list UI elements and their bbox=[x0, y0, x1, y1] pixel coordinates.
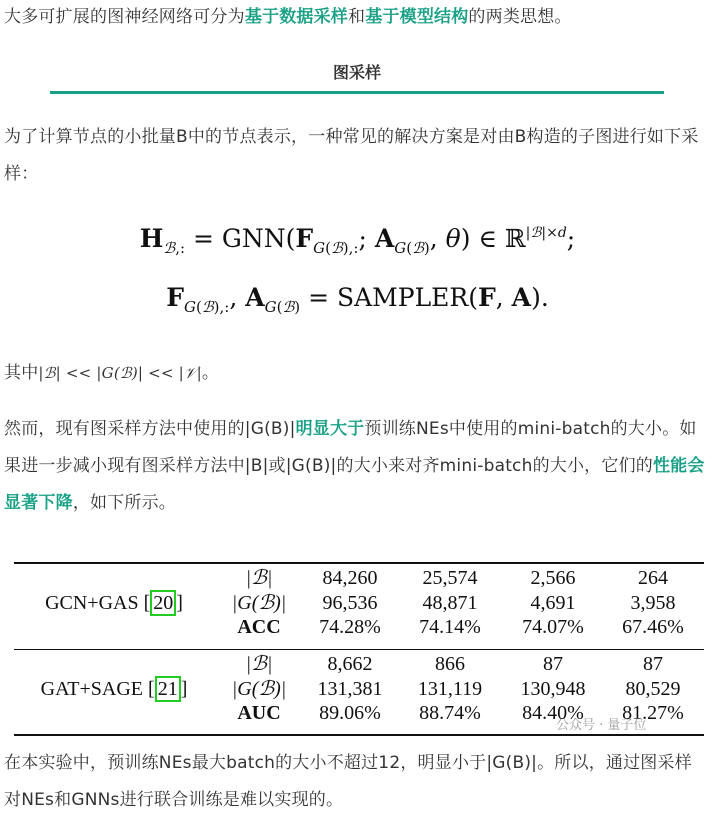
model-name-0: GCN+GAS [ 20 ] bbox=[45, 591, 183, 614]
para3-part2: 预训练NEs中使用的mini-batch的大小。如果进一步减小现有图采样方法中|B|或|G(B)|的大小来对齐mini-batch的大小，它们的 bbox=[4, 419, 697, 476]
table-cell: 48,871 bbox=[422, 591, 478, 614]
table-cell: 80,529 bbox=[625, 677, 681, 700]
table-cell: 131,119 bbox=[417, 677, 483, 700]
table-cell: 130,948 bbox=[520, 677, 586, 700]
table-cell: 81.27% bbox=[622, 702, 684, 724]
model-label: GCN+GAS bbox=[45, 591, 144, 614]
table-cell: 74.14% bbox=[419, 616, 481, 638]
intro-mid: 和 bbox=[348, 7, 366, 27]
table-cell: 8,662 bbox=[327, 653, 373, 675]
model-label: GAT+SAGE bbox=[40, 677, 149, 700]
row-label: |ℬ| bbox=[245, 653, 273, 675]
table-cell: 25,574 bbox=[422, 567, 478, 589]
table-cell: 87 bbox=[643, 653, 663, 675]
highlight-data-sampling: 基于数据采样 bbox=[244, 7, 349, 27]
inline-math-set-sizes: |ℬ| << |G(ℬ)| << |𝒱| bbox=[38, 364, 202, 382]
para3-part1: 然而，现有图采样方法中使用的|G(B)| bbox=[4, 419, 296, 439]
table-cell: 89.06% bbox=[319, 702, 381, 724]
intro-paragraph bbox=[4, 0, 709, 36]
paragraph-minibatch bbox=[4, 411, 709, 522]
table-cell: 4,691 bbox=[530, 591, 576, 614]
row-label: |ℬ| bbox=[245, 567, 273, 589]
intro-suffix: 的两类思想。 bbox=[468, 7, 572, 27]
where-prefix: 其中 bbox=[4, 363, 39, 383]
row-label: ACC bbox=[237, 616, 281, 638]
model-name-1: GAT+SAGE [ 21 ] bbox=[40, 677, 188, 700]
intro-prefix: 大多可扩展的图神经网络可分为 bbox=[4, 7, 245, 27]
table-cell: 87 bbox=[543, 653, 563, 675]
where-suffix: 。 bbox=[201, 363, 220, 383]
section-title: 图采样 bbox=[332, 63, 381, 82]
table-cell: 866 bbox=[435, 653, 465, 675]
table-cell: 3,958 bbox=[630, 591, 676, 614]
table-cell: 88.74% bbox=[419, 702, 481, 724]
formula-line-1: $H_{ℬ,:} = GNN(F_{G(ℬ),:}$; $A_{G(ℬ)}$, θ) ∈ ℝ$^{|ℬ|\times d}$; bbox=[139, 224, 576, 257]
watermark: 公众号 · 量子位 bbox=[556, 718, 647, 733]
row-label: |G(ℬ)| bbox=[231, 591, 287, 614]
highlight-model-structure: 基于模型结构 bbox=[365, 7, 469, 27]
para3-part3: ，如下所示。 bbox=[72, 493, 177, 513]
table-cell: 264 bbox=[638, 567, 668, 589]
paragraph-conclusion: 在本实验中，预训练NEs最大batch的大小不超过12，明显小于|G(B)|。所以，通过图采样对NEs和GNNs进行联合训练是难以实现的。 bbox=[4, 753, 692, 810]
highlight-significantly-larger: 明显大于 bbox=[295, 419, 365, 439]
table-cell: 131,381 bbox=[317, 677, 383, 700]
table-cell: 84,260 bbox=[322, 567, 378, 589]
table-bottom-rule bbox=[14, 734, 704, 736]
paragraph-sampling-intro: 为了计算节点的小批量B中的节点表示，一种常见的解决方案是对由B构造的子图进行如下采样： bbox=[4, 127, 699, 184]
citation-link[interactable]: 20 bbox=[150, 590, 176, 616]
table-cell: 84.40% bbox=[522, 702, 584, 724]
section-divider bbox=[50, 91, 664, 94]
paragraph-where bbox=[4, 355, 709, 392]
table-cell: 74.07% bbox=[522, 616, 584, 638]
formula-line-2: $F_{G(ℬ),:}$, $A_{G(ℬ)}$ = SAMPLER(F, A). bbox=[166, 283, 549, 316]
table-cell: 74.28% bbox=[319, 616, 381, 638]
row-label: AUC bbox=[237, 702, 281, 724]
table-cell: 96,536 bbox=[322, 591, 378, 614]
row-label: |G(ℬ)| bbox=[231, 677, 287, 700]
citation-link[interactable]: 21 bbox=[155, 676, 181, 702]
table-top-rule bbox=[14, 562, 704, 564]
table-cell: 67.46% bbox=[622, 616, 684, 638]
table-cell: 2,566 bbox=[530, 567, 576, 589]
highlight-performance-drop: 性能会显著下降 bbox=[4, 456, 705, 513]
table-mid-rule bbox=[14, 649, 704, 650]
